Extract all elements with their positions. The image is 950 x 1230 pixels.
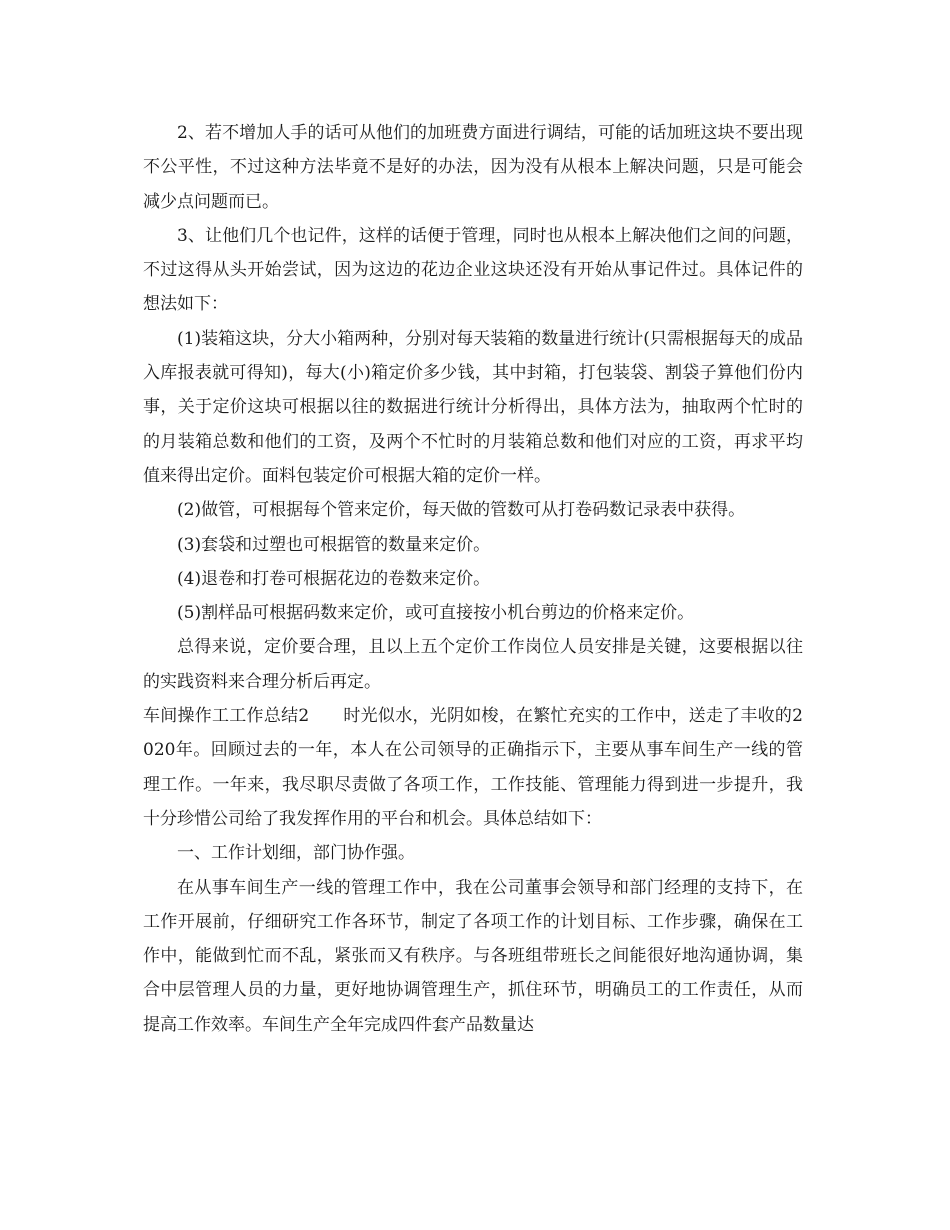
document-body — [143, 116, 803, 1042]
paragraph-3: 3、让他们几个也记件，这样的话便于管理，同时也从根本上解决他们之间的问题，不过这得从头开始尝试，因为这边的花边企业这块还没有开始从事记件过。具体记件的想法如下： — [143, 225, 803, 315]
section-2-intro — [143, 699, 803, 836]
paragraph-3-item-5: (5)割样品可根据码数来定价，或可直接按小机台剪边的价格来定价。 — [177, 603, 695, 624]
section-2-intro-text: 时光似水，光阴如梭，在繁忙充实的工作中，送走了丰收的2020年。回顾过去的一年，本人在公司领导的正确指示下，主要从事车间生产一线的管理工作。一年来，我尽职尽责做了各项工作，工作技能、管理能力得到进一步提升，我十分珍惜公司给了我发挥作用的平台和机会。具体总结如下： — [143, 706, 803, 829]
paragraph-summary: 总得来说，定价要合理，且以上五个定价工作岗位人员安排是关键，这要根据以往的实践资料来合理分析后再定。 — [143, 637, 803, 692]
paragraph-2: 2、若不增加人手的话可从他们的加班费方面进行调结，可能的话加班这块不要出现不公平性，不过这种方法毕竟不是好的办法，因为没有从根本上解决问题，只是可能会减少点问题而已。 — [143, 123, 803, 212]
section-2-point-1-body: 在从事车间生产一线的管理工作中，我在公司董事会领导和部门经理的支持下，在工作开展前，仔细研究工作各环节，制定了各项工作的计划目标、工作步骤，确保在工作中，能做到忙而不乱，紧张而又有秩序。与各班组带班长之间能很好地沟通协调，集合中层管理人员的力量，更好地协调管理生产，抓住环节，明确员工的工作责任，从而提高工作效率。车间生产全年完成四件套产品数量达 — [143, 877, 803, 1035]
section-heading: 车间操作工工作总结2 — [143, 706, 310, 727]
paragraph-3-item-3: (3)套袋和过塑也可根据管的数量来定价。 — [177, 534, 491, 555]
section-2-point-1-heading: 一、工作计划细，部门协作强。 — [177, 843, 415, 864]
paragraph-3-item-4: (4)退卷和打卷可根据花边的卷数来定价。 — [177, 568, 491, 589]
paragraph-3-item-1: (1)装箱这块，分大小箱两种，分别对每天装箱的数量进行统计(只需根据每天的成品入库报表就可得知)，每大(小)箱定价多少钱，其中封箱，打包装袋、割袋子算他们份内事，关于定价这块可根据以往的数据进行统计分析得出，具体方法为，抽取两个忙时的的月装箱总数和他们的工资，及两个不忙时的月装箱总数和他们对应的工资，再求平均值来得出定价。面料包装定价可根据大箱的定价一样。 — [143, 328, 803, 486]
paragraph-3-item-2: (2)做管，可根据每个管来定价，每天做的管数可从打卷码数记录表中获得。 — [177, 500, 746, 521]
